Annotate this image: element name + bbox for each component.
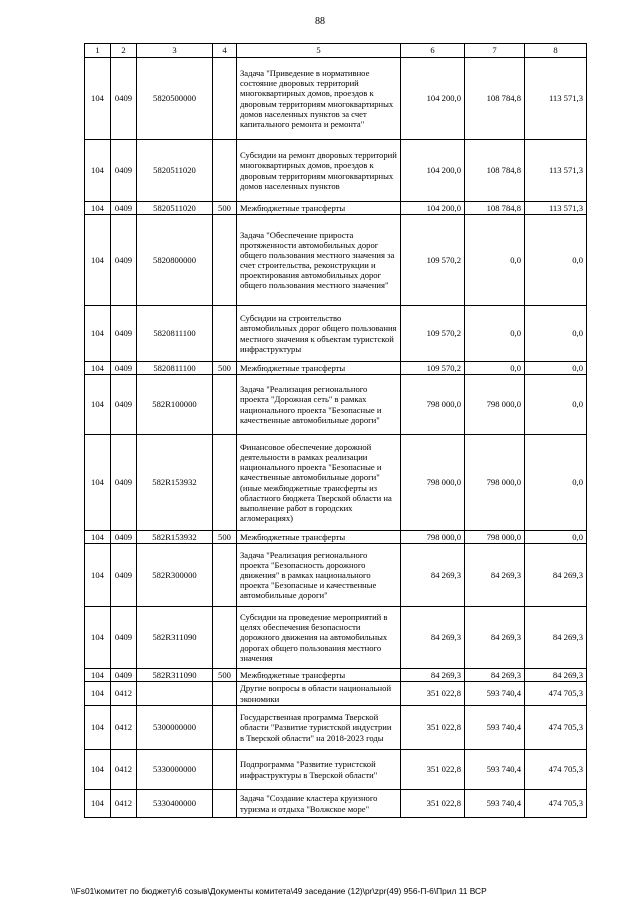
col-header: 3 xyxy=(137,44,213,58)
cell-c5: Подпрограмма "Развитие туристской инфраструктуры в Тверской области" xyxy=(237,750,401,790)
cell-c5: Финансовое обеспечение дорожной деятельности в рамках реализации национального проекта "Безопасные и качественные автомобильные дороги" (иные межбюджетные трансферты из областного бюджета Тверской области на выполнение работ в городских агломерациях) xyxy=(237,435,401,531)
cell-c4: 500 xyxy=(213,531,237,544)
cell-c4: 500 xyxy=(213,669,237,682)
file-path-footer: \\Fs01\комитет по бюджету\6 созыв\Документы комитета\49 заседание (12)\pr\zpr(49) 956-П-6\Прил 11 ВСР xyxy=(71,886,487,896)
cell-c4 xyxy=(213,140,237,202)
cell-c3: 5820500000 xyxy=(137,58,213,140)
cell-c4 xyxy=(213,750,237,790)
cell-c5: Задача "Реализация регионального проекта "Безопасность дорожного движения" в рамках национального проекта "Безопасные и качественные автомобильные дороги" xyxy=(237,544,401,607)
cell-c2: 0409 xyxy=(111,531,137,544)
cell-c6: 798 000,0 xyxy=(401,435,465,531)
cell-c4 xyxy=(213,215,237,306)
table-row xyxy=(85,790,587,818)
cell-c7: 0,0 xyxy=(465,306,525,362)
cell-c1: 104 xyxy=(85,790,111,818)
cell-c6: 798 000,0 xyxy=(401,375,465,435)
cell-c8: 113 571,3 xyxy=(525,202,587,215)
cell-c1: 104 xyxy=(85,607,111,669)
cell-c3: 5330000000 xyxy=(137,750,213,790)
col-header: 8 xyxy=(525,44,587,58)
cell-c7: 108 784,8 xyxy=(465,140,525,202)
cell-c6: 109 570,2 xyxy=(401,215,465,306)
cell-c7: 593 740,4 xyxy=(465,750,525,790)
cell-c2: 0409 xyxy=(111,669,137,682)
cell-c2: 0409 xyxy=(111,306,137,362)
cell-c7: 84 269,3 xyxy=(465,669,525,682)
cell-c1: 104 xyxy=(85,706,111,750)
cell-c4 xyxy=(213,58,237,140)
cell-c2: 0409 xyxy=(111,140,137,202)
cell-c5: Задача "Создание кластера круизного туризма и отдыха "Волжское море" xyxy=(237,790,401,818)
cell-c3: 582R300000 xyxy=(137,544,213,607)
cell-c5: Другие вопросы в области национальной экономики xyxy=(237,682,401,706)
cell-c4: 500 xyxy=(213,202,237,215)
cell-c6: 351 022,8 xyxy=(401,682,465,706)
cell-c2: 0409 xyxy=(111,375,137,435)
cell-c6: 104 200,0 xyxy=(401,58,465,140)
cell-c3: 5330400000 xyxy=(137,790,213,818)
cell-c7: 108 784,8 xyxy=(465,202,525,215)
cell-c3: 5820511020 xyxy=(137,202,213,215)
cell-c2: 0409 xyxy=(111,58,137,140)
cell-c1: 104 xyxy=(85,544,111,607)
cell-c5: Субсидии на проведение мероприятий в целях обеспечения безопасности дорожного движения на автомобильных дорогах общего пользования местного значения xyxy=(237,607,401,669)
cell-c7: 593 740,4 xyxy=(465,706,525,750)
table-row xyxy=(85,607,587,669)
cell-c7: 84 269,3 xyxy=(465,607,525,669)
cell-c1: 104 xyxy=(85,531,111,544)
page-number: 88 xyxy=(315,16,325,27)
col-header: 4 xyxy=(213,44,237,58)
cell-c6: 351 022,8 xyxy=(401,790,465,818)
cell-c8: 0,0 xyxy=(525,306,587,362)
table-row xyxy=(85,531,587,544)
cell-c7: 108 784,8 xyxy=(465,58,525,140)
cell-c2: 0412 xyxy=(111,682,137,706)
cell-c7: 0,0 xyxy=(465,215,525,306)
table-row xyxy=(85,706,587,750)
cell-c8: 0,0 xyxy=(525,215,587,306)
cell-c5: Межбюджетные трансферты xyxy=(237,202,401,215)
cell-c4: 500 xyxy=(213,362,237,375)
cell-c5: Государственная программа Тверской области "Развитие туристской индустрии в Тверской области" на 2018-2023 годы xyxy=(237,706,401,750)
cell-c7: 593 740,4 xyxy=(465,682,525,706)
cell-c6: 104 200,0 xyxy=(401,140,465,202)
cell-c3: 582R311090 xyxy=(137,607,213,669)
budget-table xyxy=(84,43,587,818)
table-row xyxy=(85,669,587,682)
cell-c7: 84 269,3 xyxy=(465,544,525,607)
cell-c3: 5820811100 xyxy=(137,306,213,362)
cell-c2: 0409 xyxy=(111,435,137,531)
cell-c1: 104 xyxy=(85,140,111,202)
cell-c1: 104 xyxy=(85,58,111,140)
cell-c1: 104 xyxy=(85,682,111,706)
cell-c1: 104 xyxy=(85,306,111,362)
cell-c5: Субсидии на ремонт дворовых территорий многоквартирных домов, проездов к дворовым территориям многоквартирных домов населенных пунктов xyxy=(237,140,401,202)
table-row xyxy=(85,215,587,306)
cell-c5: Межбюджетные трансферты xyxy=(237,531,401,544)
cell-c3 xyxy=(137,682,213,706)
col-header: 5 xyxy=(237,44,401,58)
cell-c8: 0,0 xyxy=(525,531,587,544)
cell-c8: 113 571,3 xyxy=(525,58,587,140)
cell-c6: 351 022,8 xyxy=(401,706,465,750)
cell-c1: 104 xyxy=(85,750,111,790)
table-row xyxy=(85,202,587,215)
cell-c8: 474 705,3 xyxy=(525,682,587,706)
cell-c6: 351 022,8 xyxy=(401,750,465,790)
cell-c4 xyxy=(213,790,237,818)
cell-c6: 84 269,3 xyxy=(401,669,465,682)
cell-c1: 104 xyxy=(85,202,111,215)
cell-c4 xyxy=(213,544,237,607)
cell-c3: 582R311090 xyxy=(137,669,213,682)
cell-c4 xyxy=(213,682,237,706)
cell-c4 xyxy=(213,607,237,669)
cell-c2: 0412 xyxy=(111,750,137,790)
cell-c1: 104 xyxy=(85,362,111,375)
cell-c2: 0409 xyxy=(111,202,137,215)
cell-c7: 0,0 xyxy=(465,362,525,375)
cell-c2: 0412 xyxy=(111,706,137,750)
table-row xyxy=(85,306,587,362)
cell-c5: Задача "Реализация регионального проекта "Дорожная сеть" в рамках национального проекта "Безопасные и качественные автомобильные дороги" xyxy=(237,375,401,435)
cell-c4 xyxy=(213,706,237,750)
header-row xyxy=(85,44,587,58)
cell-c4 xyxy=(213,375,237,435)
col-header: 2 xyxy=(111,44,137,58)
cell-c4 xyxy=(213,306,237,362)
cell-c5: Субсидии на строительство автомобильных дорог общего пользования местного значения к объектам туристской инфраструктуры xyxy=(237,306,401,362)
cell-c3: 5820811100 xyxy=(137,362,213,375)
cell-c6: 109 570,2 xyxy=(401,306,465,362)
col-header: 6 xyxy=(401,44,465,58)
table-row xyxy=(85,682,587,706)
cell-c1: 104 xyxy=(85,215,111,306)
cell-c6: 84 269,3 xyxy=(401,544,465,607)
cell-c2: 0409 xyxy=(111,362,137,375)
cell-c1: 104 xyxy=(85,435,111,531)
cell-c8: 113 571,3 xyxy=(525,140,587,202)
cell-c6: 109 570,2 xyxy=(401,362,465,375)
cell-c7: 798 000,0 xyxy=(465,531,525,544)
cell-c8: 474 705,3 xyxy=(525,706,587,750)
cell-c7: 798 000,0 xyxy=(465,375,525,435)
cell-c6: 104 200,0 xyxy=(401,202,465,215)
cell-c2: 0409 xyxy=(111,215,137,306)
cell-c3: 582R153932 xyxy=(137,531,213,544)
cell-c5: Межбюджетные трансферты xyxy=(237,669,401,682)
table-row xyxy=(85,58,587,140)
cell-c7: 593 740,4 xyxy=(465,790,525,818)
cell-c7: 798 000,0 xyxy=(465,435,525,531)
cell-c5: Задача "Обеспечение прироста протяженности автомобильных дорог общего пользования местного значения за счет строительства, реконструкции и проектирования автомобильных дорог общего пользования местного значения" xyxy=(237,215,401,306)
cell-c6: 798 000,0 xyxy=(401,531,465,544)
table-row xyxy=(85,435,587,531)
cell-c1: 104 xyxy=(85,375,111,435)
cell-c5: Задача "Приведение в нормативное состояние дворовых территорий многоквартирных домов, проездов к дворовым территориям многоквартирных домов населенных пунктов за счет капитального ремонта и ремонта" xyxy=(237,58,401,140)
cell-c8: 84 269,3 xyxy=(525,669,587,682)
table-row xyxy=(85,375,587,435)
col-header: 1 xyxy=(85,44,111,58)
cell-c8: 84 269,3 xyxy=(525,544,587,607)
cell-c8: 84 269,3 xyxy=(525,607,587,669)
cell-c2: 0412 xyxy=(111,790,137,818)
cell-c8: 0,0 xyxy=(525,362,587,375)
table-row xyxy=(85,750,587,790)
cell-c8: 474 705,3 xyxy=(525,790,587,818)
table-row xyxy=(85,362,587,375)
cell-c2: 0409 xyxy=(111,544,137,607)
cell-c3: 5820800000 xyxy=(137,215,213,306)
cell-c8: 474 705,3 xyxy=(525,750,587,790)
cell-c6: 84 269,3 xyxy=(401,607,465,669)
cell-c2: 0409 xyxy=(111,607,137,669)
col-header: 7 xyxy=(465,44,525,58)
cell-c3: 582R100000 xyxy=(137,375,213,435)
table-row xyxy=(85,544,587,607)
cell-c1: 104 xyxy=(85,669,111,682)
cell-c3: 5300000000 xyxy=(137,706,213,750)
cell-c4 xyxy=(213,435,237,531)
cell-c3: 582R153932 xyxy=(137,435,213,531)
table-row xyxy=(85,140,587,202)
cell-c5: Межбюджетные трансферты xyxy=(237,362,401,375)
cell-c8: 0,0 xyxy=(525,435,587,531)
cell-c8: 0,0 xyxy=(525,375,587,435)
cell-c3: 5820511020 xyxy=(137,140,213,202)
